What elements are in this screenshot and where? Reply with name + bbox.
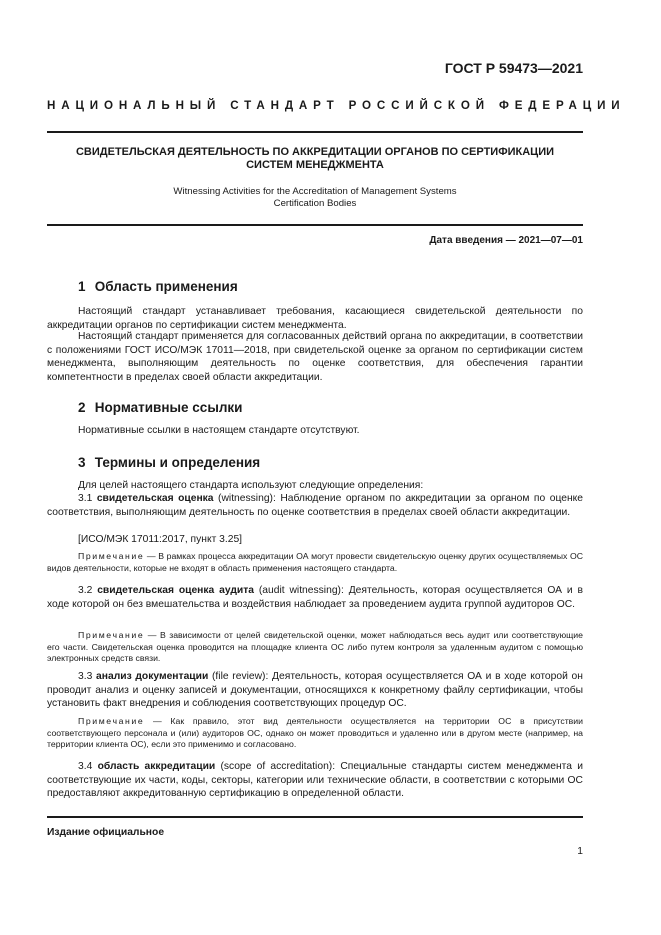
term-3-1-definition: (witnessing): Наблюдение органом по аккредитации за органом по оценке соответствия, выполняющим деятельность по оценке соответствия в пределах своей области аккредитации.: [47, 493, 583, 518]
term-3-4-number: 3.4: [78, 761, 93, 772]
section-2-paragraph-1: Нормативные ссылки в настоящем стандарте отсутствуют.: [78, 425, 360, 436]
section-3-title: Термины и определения: [94, 455, 261, 470]
section-1-paragraph-2: Настоящий стандарт применяется для согласованных действий органа по аккредитации, в соответствии с положениями ГОСТ ИСО/МЭК 17011—2018, при свидетельской оценке за органом по сертификации систем менеджмента, выполняющим деятельность по оценке соответствия, для обеспечения гарантии компетентности в пределах своей области аккредитации.: [47, 331, 583, 383]
term-3-4-term: область аккредитации: [97, 761, 216, 772]
header-divider: [47, 131, 583, 133]
term-3-3-definition: (file review): Деятельность, которая осуществляется ОА и в ходе которой он проводит анализ и оценку записей и документации, относящихся к конкретному файлу сертификации, чтобы установить факт внедрения и соблюдения соответствующих процедур ОС.: [47, 671, 583, 710]
term-3-1-note: [47, 551, 583, 574]
footer-divider: [47, 816, 583, 818]
note-label: Примечание: [78, 716, 145, 726]
section-3-intro: Для целей настоящего стандарта используют следующие определения:: [78, 480, 424, 491]
term-3-3: [47, 670, 583, 711]
term-3-2-number: 3.2: [78, 585, 93, 596]
document-number: ГОСТ Р 59473—2021: [444, 60, 583, 76]
title-en-line-2: Certification Bodies: [273, 198, 357, 209]
term-3-3-number: 3.3: [78, 671, 93, 682]
term-3-4-definition: (scope of accreditation): Специальные стандарты систем менеджмента и соответствующие их части, коды, секторы, категории или технические области, в соответствии с которыми ОС предоставляют аккредитованную сертификацию в определенной области.: [47, 761, 583, 800]
term-3-3-note-text: — Как правило, этот вид деятельности осуществляется на территории ОС в присутствии соответствующего персонала и (или) аудиторов ОС, однако он может проводиться и удаленно или в другом месте (например, на территории клиента ОС), если это применимо и согласовано.: [47, 716, 583, 750]
page-number: 1: [577, 846, 583, 857]
note-label: Примечание: [78, 551, 145, 561]
section-2-number: 2: [78, 400, 86, 415]
title-en-line-1: Witnessing Activities for the Accreditation of Management Systems: [173, 186, 457, 197]
document-title-en: [47, 186, 583, 210]
term-3-4: [47, 760, 583, 801]
section-1-paragraph-1: Настоящий стандарт устанавливает требования, касающиеся свидетельской деятельности по аккредитации органов по сертификации систем менеджмента.: [47, 306, 583, 331]
term-3-1: [47, 492, 583, 519]
section-1-heading: [78, 279, 238, 294]
term-3-2-term: свидетельская оценка аудита: [97, 585, 254, 596]
term-3-2-definition: (audit witnessing): Деятельность, которая осуществляется ОА и в ходе которой он без вмешательства и воздействия наблюдает за проведением аудита группой аудиторов ОС.: [47, 585, 583, 610]
official-edition-label: Издание официальное: [47, 827, 165, 838]
term-3-1-term: свидетельская оценка: [96, 493, 214, 504]
document-title-ru: [47, 146, 583, 172]
title-ru-line-1: СВИДЕТЕЛЬСКАЯ ДЕЯТЕЛЬНОСТЬ ПО АККРЕДИТАЦИИ ОРГАНОВ ПО СЕРТИФИКАЦИИ: [75, 146, 555, 158]
term-3-2: [47, 584, 583, 611]
term-3-3-note: [47, 716, 583, 751]
section-2-heading: [78, 400, 242, 415]
section-3-heading: [78, 455, 260, 470]
title-divider: [47, 224, 583, 226]
term-3-1-number: 3.1: [78, 493, 93, 504]
term-3-1-note-text: — В рамках процесса аккредитации ОА могут провести свидетельскую оценку других осуществляемых ОС видов деятельности, которые не входят в область применения настоящего стандарта.: [47, 551, 583, 573]
title-ru-line-2: СИСТЕМ МЕНЕДЖМЕНТА: [246, 159, 384, 171]
section-1-title: Область применения: [94, 279, 238, 294]
term-3-3-term: анализ документации: [96, 671, 209, 682]
standard-banner: НАЦИОНАЛЬНЫЙ СТАНДАРТ РОССИЙСКОЙ ФЕДЕРАЦИИ: [47, 99, 626, 112]
section-2-title: Нормативные ссылки: [94, 400, 243, 415]
section-3-number: 3: [78, 455, 86, 470]
term-3-2-note: [47, 630, 583, 665]
term-3-2-note-text: — В зависимости от целей свидетельской оценки, может наблюдаться весь аудит или соответствующие его части. Свидетельская оценка проводится на площадке клиента ОС либо путем контроля за удаленным аудитом с помощью электронных средств связи.: [47, 630, 583, 664]
introduction-date: Дата введения — 2021—07—01: [429, 235, 583, 246]
term-3-1-reference: [ИСО/МЭК 17011:2017, пункт 3.25]: [78, 534, 243, 545]
note-label: Примечание: [78, 630, 145, 640]
section-1-number: 1: [78, 279, 86, 294]
